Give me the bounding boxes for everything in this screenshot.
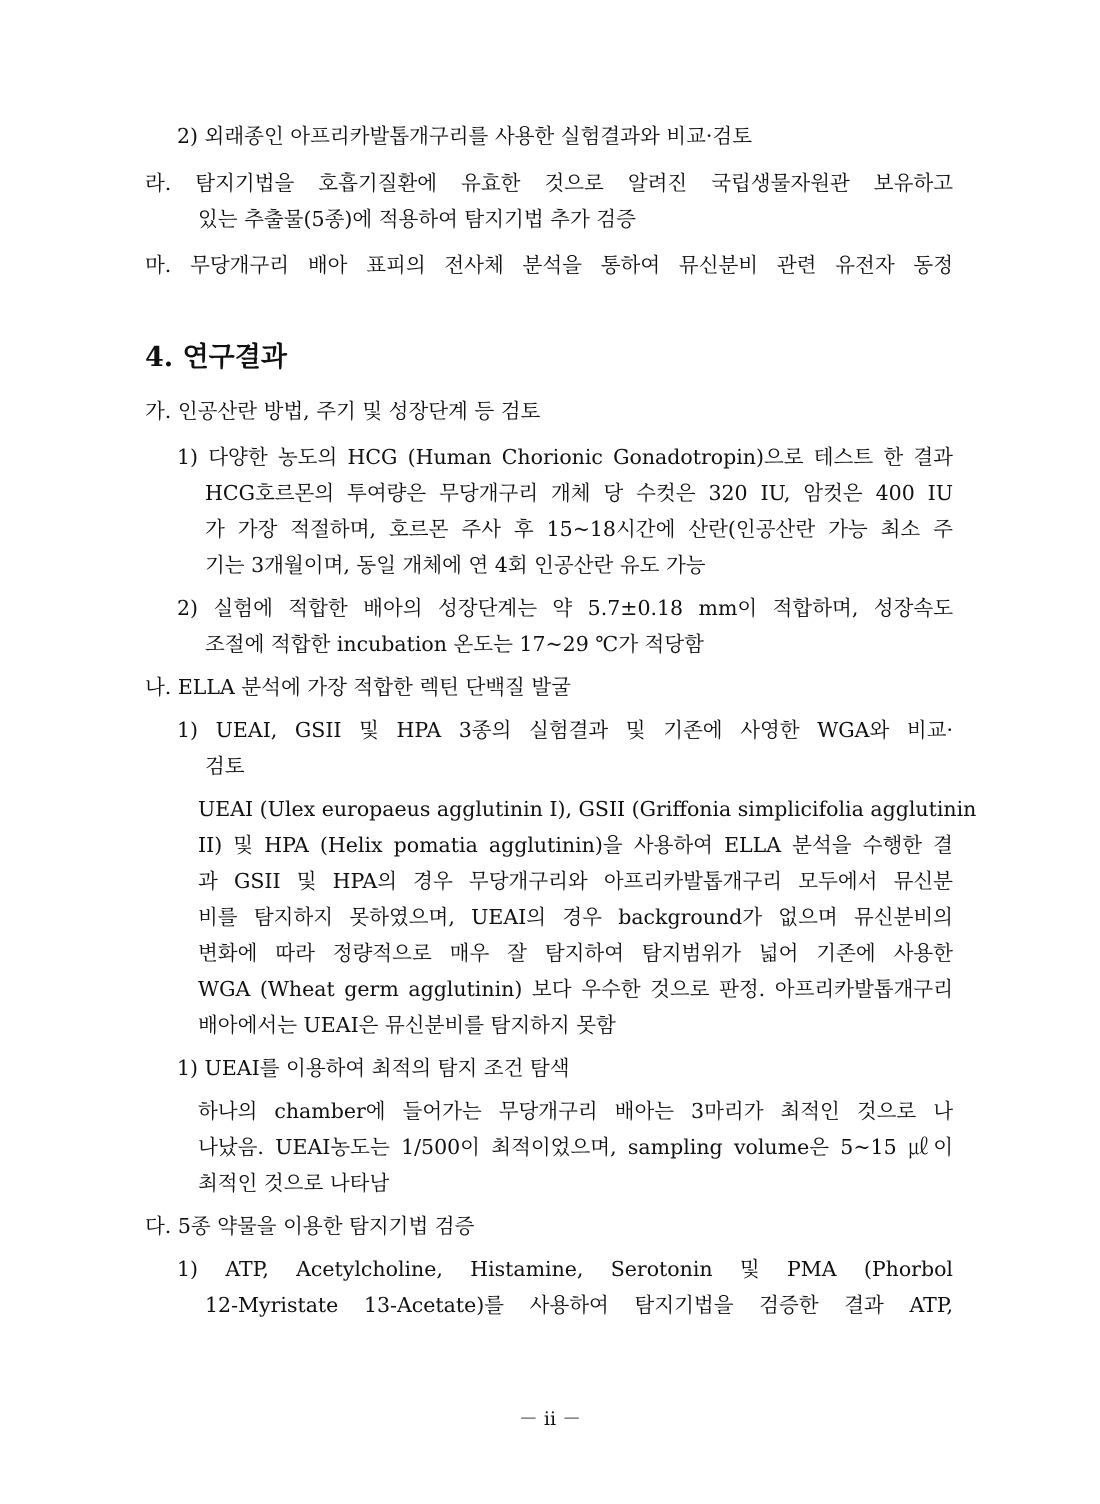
text-line: 다. 5종 약물을 이용한 탐지기법 검증 xyxy=(145,1214,475,1238)
text-line: II) 및 HPA (Helix pomatia agglutinin)을 사용하여 ELLA 분석을 수행한 결 xyxy=(198,833,953,857)
text-line: 1) UEAI를 이용하여 최적의 탐지 조건 탐색 xyxy=(177,1056,570,1080)
text-line: 비를 탐지하지 못하였으며, UEAI의 경우 background가 없으며 뮤신분비의 xyxy=(198,905,953,929)
text-line: 변화에 따라 정량적으로 매우 잘 탐지하여 탐지범위가 넓어 기존에 사용한 xyxy=(198,941,953,965)
text-line: 배아에서는 UEAI은 뮤신분비를 탐지하지 못함 xyxy=(198,1013,616,1037)
section-heading: 4. 연구결과 xyxy=(145,342,287,373)
text-line: 가. 인공산란 방법, 주기 및 성장단계 등 검토 xyxy=(145,399,541,423)
text-line: HCG호르몬의 투여량은 무당개구리 개체 당 수컷은 320 IU, 암컷은 400 IU xyxy=(205,481,953,505)
text-line: 12-Myristate 13-Acetate)를 사용하여 탐지기법을 검증한 결과 ATP, xyxy=(205,1293,953,1317)
text-line: UEAI (Ulex europaeus agglutinin I), GSII (Griffonia simplicifolia agglutinin xyxy=(198,797,977,821)
text-line: WGA (Wheat germ agglutinin) 보다 우수한 것으로 판정. 아프리카발톱개구리 xyxy=(198,977,953,1001)
text-line: 하나의 chamber에 들어가는 무당개구리 배아는 3마리가 최적인 것으로 나 xyxy=(198,1099,953,1123)
text-line: 1) ATP, Acetylcholine, Histamine, Serotonin 및 PMA (Phorbol xyxy=(177,1257,953,1281)
text-line: 있는 추출물(5종)에 적용하여 탐지기법 추가 검증 xyxy=(198,207,636,231)
text-line: 2) 외래종인 아프리카발톱개구리를 사용한 실험결과와 비교·검토 xyxy=(177,124,753,148)
text-line: 검토 xyxy=(205,754,245,778)
text-line: 2) 실험에 적합한 배아의 성장단계는 약 5.7±0.18 mm이 적합하며, 성장속도 xyxy=(177,596,953,620)
text-line: 가 가장 적절하며, 호르몬 주사 후 15~18시간에 산란(인공산란 가능 최소 주 xyxy=(205,517,953,541)
text-line: 최적인 것으로 나타남 xyxy=(198,1171,390,1195)
text-line: 과 GSII 및 HPA의 경우 무당개구리와 아프리카발톱개구리 모두에서 뮤신분 xyxy=(198,869,953,893)
page-number: － ii － xyxy=(518,1408,582,1430)
text-line: 1) UEAI, GSII 및 HPA 3종의 실험결과 및 기존에 사영한 WGA와 비교· xyxy=(177,718,953,742)
text-line: 마. 무당개구리 배아 표피의 전사체 분석을 통하여 뮤신분비 관련 유전자 동정 xyxy=(145,253,953,277)
text-line: 기는 3개월이며, 동일 개체에 연 4회 인공산란 유도 가능 xyxy=(205,553,706,577)
text-line: 나났음. UEAI농도는 1/500이 최적이었으며, sampling volume은 5~15 ㎕이 xyxy=(198,1135,953,1159)
text-line: 나. ELLA 분석에 가장 적합한 렉틴 단백질 발굴 xyxy=(145,675,571,699)
text-line: 1) 다양한 농도의 HCG (Human Chorionic Gonadotropin)으로 테스트 한 결과 xyxy=(177,445,953,469)
text-line: 조절에 적합한 incubation 온도는 17~29 ℃가 적당함 xyxy=(205,632,704,656)
text-line: 라. 탐지기법을 호흡기질환에 유효한 것으로 알려진 국립생물자원관 보유하고 xyxy=(145,171,953,195)
